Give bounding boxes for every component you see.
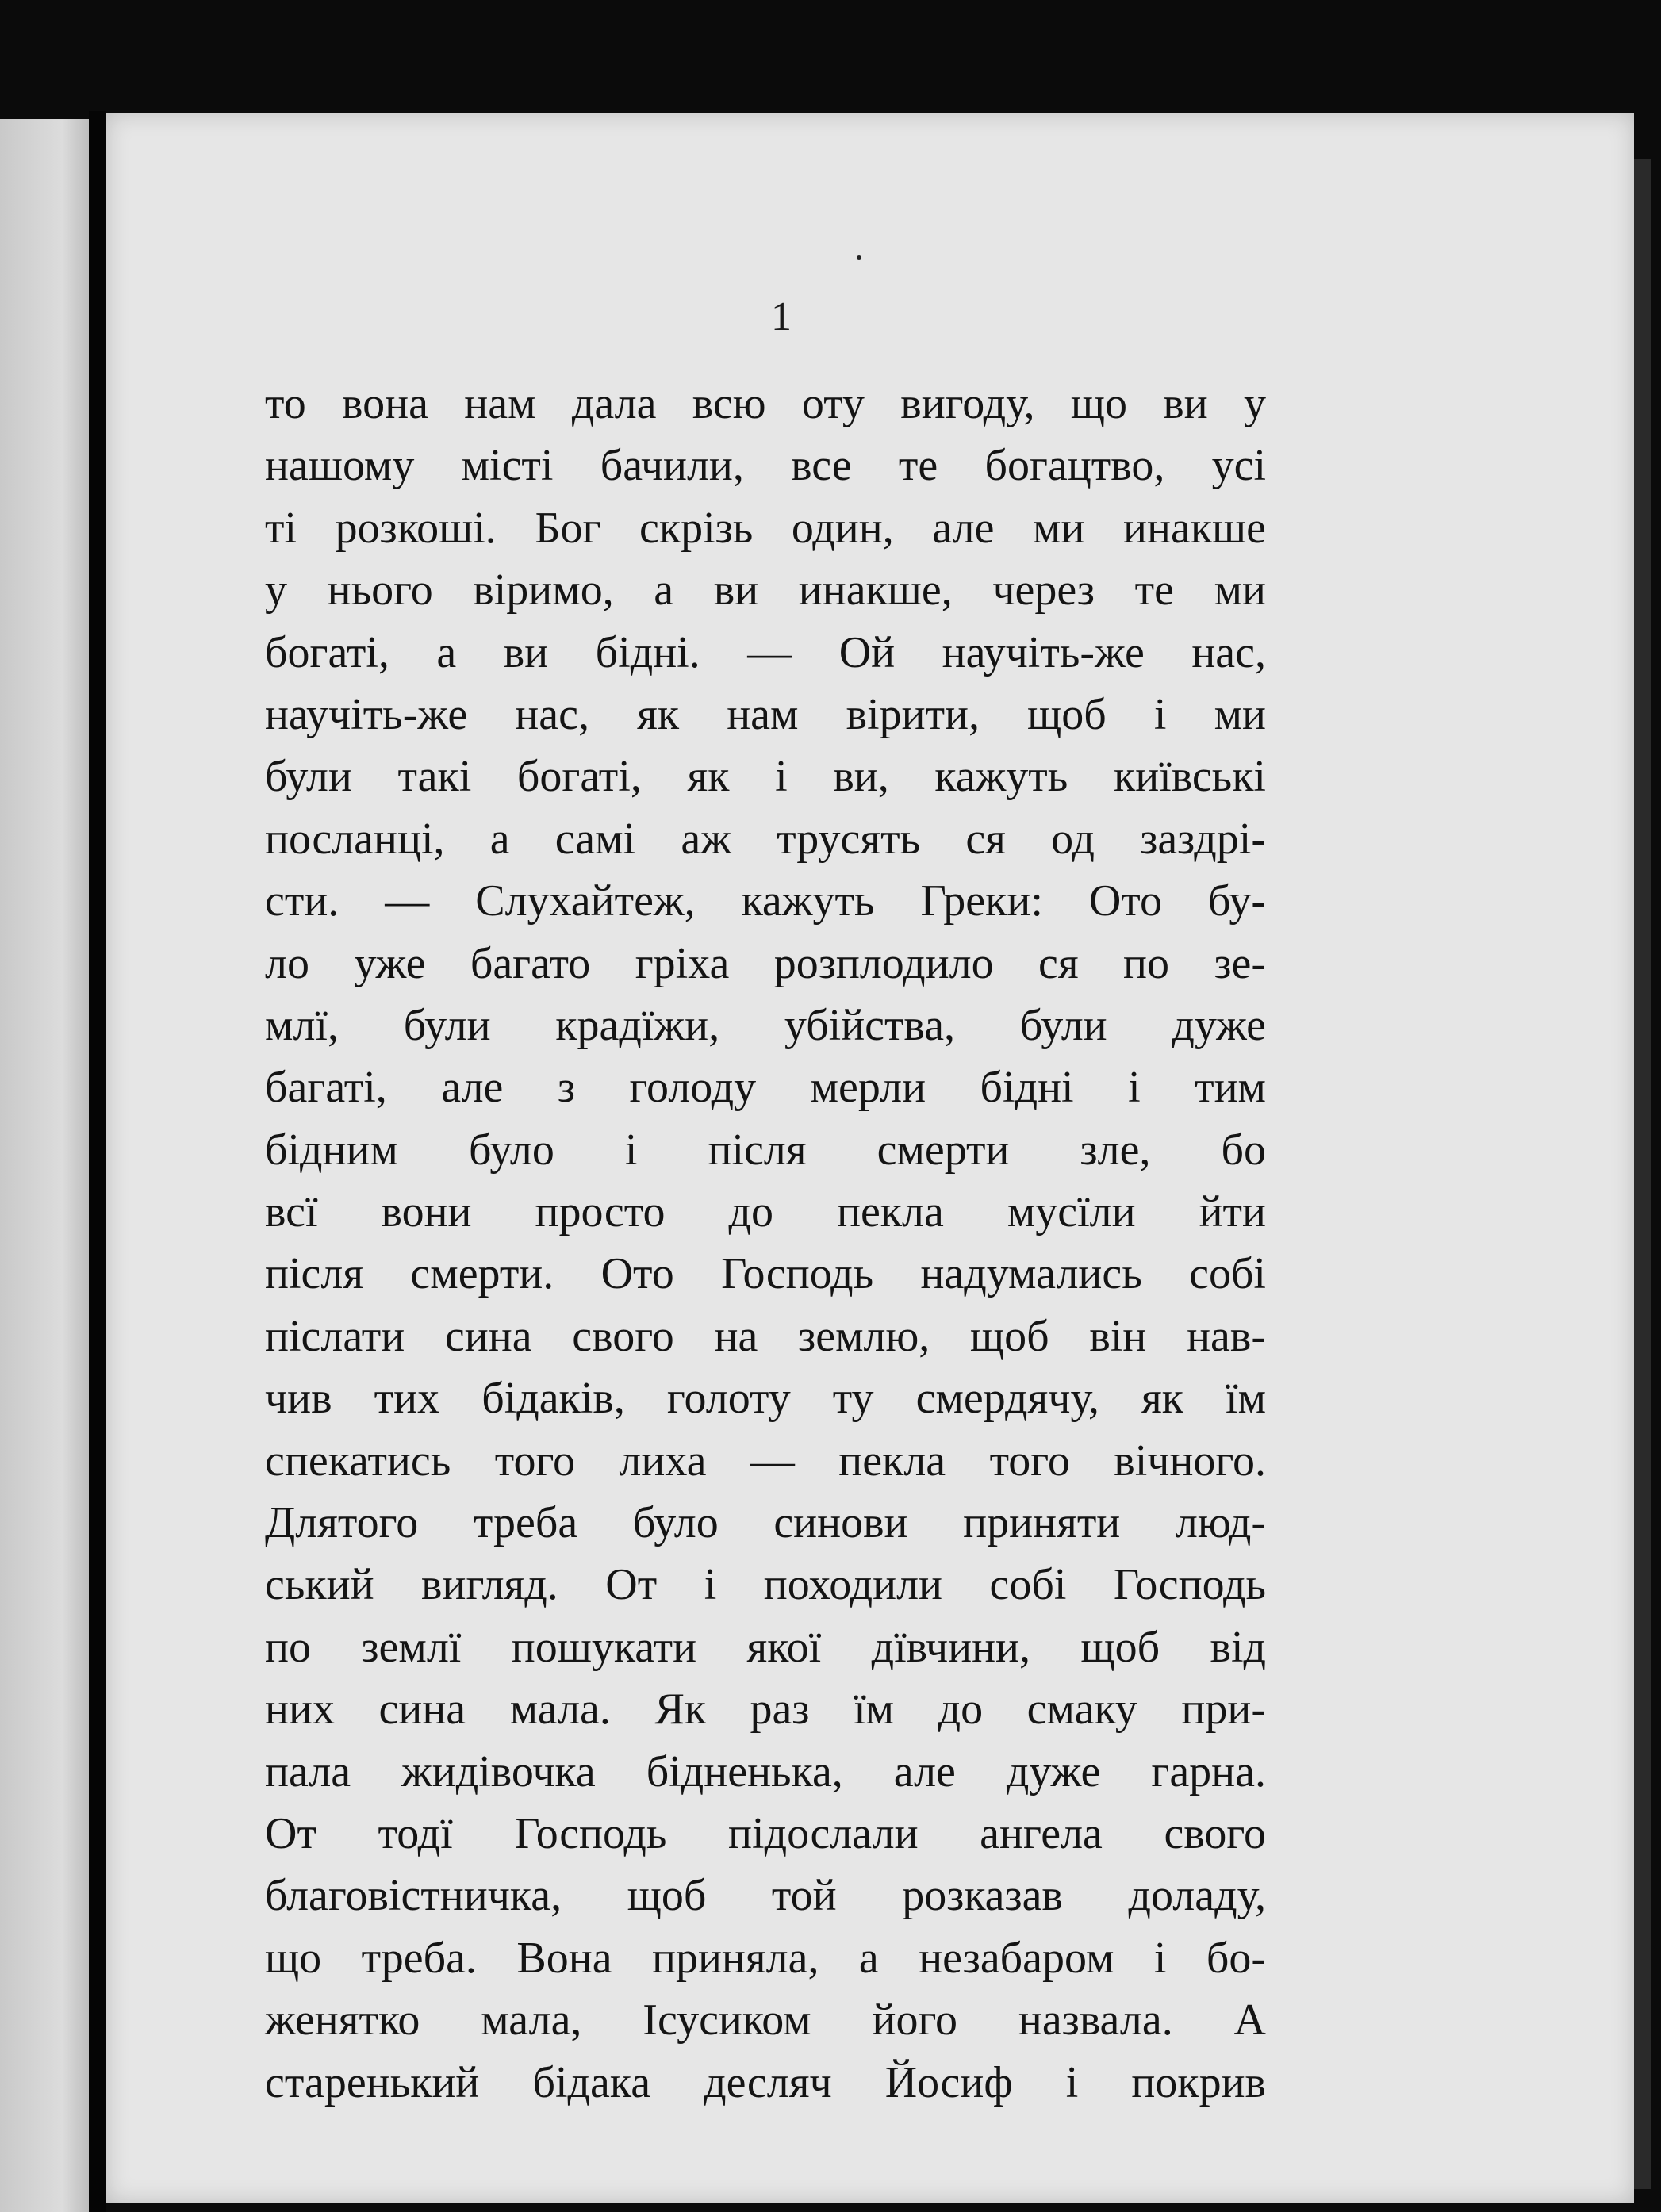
- text-line: богаті, а ви бідні. — Ой научіть-же нас,: [265, 627, 1266, 677]
- text-line: у нього віримо, а ви инакше, через те ми: [265, 565, 1266, 615]
- text-line: ський вигляд. От і походили собі Господь: [265, 1560, 1266, 1610]
- text-line: що треба. Вона приняла, а незабаром і бо-: [265, 1933, 1266, 1983]
- text-line: благовістничка, щоб той розказав доладу,: [265, 1871, 1266, 1921]
- text-line: От тодї Господь підослали ангела свого: [265, 1808, 1266, 1858]
- page-right-edge: [1634, 159, 1651, 2189]
- text-line: пала жидівочка бідненька, але дуже гарна.: [265, 1746, 1266, 1796]
- text-line: бідним було і після смерти зле, бо: [265, 1125, 1266, 1175]
- ink-dot: [857, 255, 861, 260]
- text-line: чив тих бідаків, голоту ту смердячу, як їм: [265, 1374, 1266, 1424]
- text-line: після смерти. Ото Господь надумались собі: [265, 1249, 1266, 1299]
- text-line: Длятого треба було синови приняти люд-: [265, 1498, 1266, 1548]
- text-line: научіть-же нас, як нам вірити, щоб і ми: [265, 689, 1266, 739]
- page-number: 1: [771, 294, 793, 339]
- text-line: старенький бідака десляч Йосиф і покрив: [265, 2057, 1266, 2107]
- text-line: млї, були крадїжи, убійства, були дуже: [265, 1000, 1266, 1050]
- text-line: посланці, а самі аж трусять ся од заздрі-: [265, 814, 1266, 864]
- left-page-edge: [0, 119, 89, 2212]
- text-line: спекатись того лиха — пекла того вічного.: [265, 1436, 1266, 1486]
- text-line: були такі богаті, як і ви, кажуть київські: [265, 752, 1266, 802]
- book-gutter: [89, 111, 106, 2212]
- text-line: всї вони просто до пекла мусїли йти: [265, 1187, 1266, 1237]
- body-text: [265, 373, 1266, 2114]
- text-line: ті розкоші. Бог скрізь один, але ми инакше: [265, 503, 1266, 553]
- text-line: нашому місті бачили, все те богацтво, усі: [265, 441, 1266, 491]
- text-line: них сина мала. Як раз їм до смаку при-: [265, 1685, 1266, 1735]
- text-line: по землї пошукати якої дївчини, щоб від: [265, 1622, 1266, 1672]
- text-line: то вона нам дала всю оту вигоду, що ви у: [265, 379, 1266, 428]
- text-line: ло уже багато гріха розплодило ся по зе-: [265, 938, 1266, 988]
- text-line: женятко мала, Ісусиком його назвала. А: [265, 1995, 1266, 2045]
- text-line: сти. — Слухайтеж, кажуть Греки: Ото бу-: [265, 876, 1266, 926]
- text-line: багаті, але з голоду мерли бідні і тим: [265, 1063, 1266, 1113]
- text-line: післати сина свого на землю, щоб він нав-: [265, 1311, 1266, 1361]
